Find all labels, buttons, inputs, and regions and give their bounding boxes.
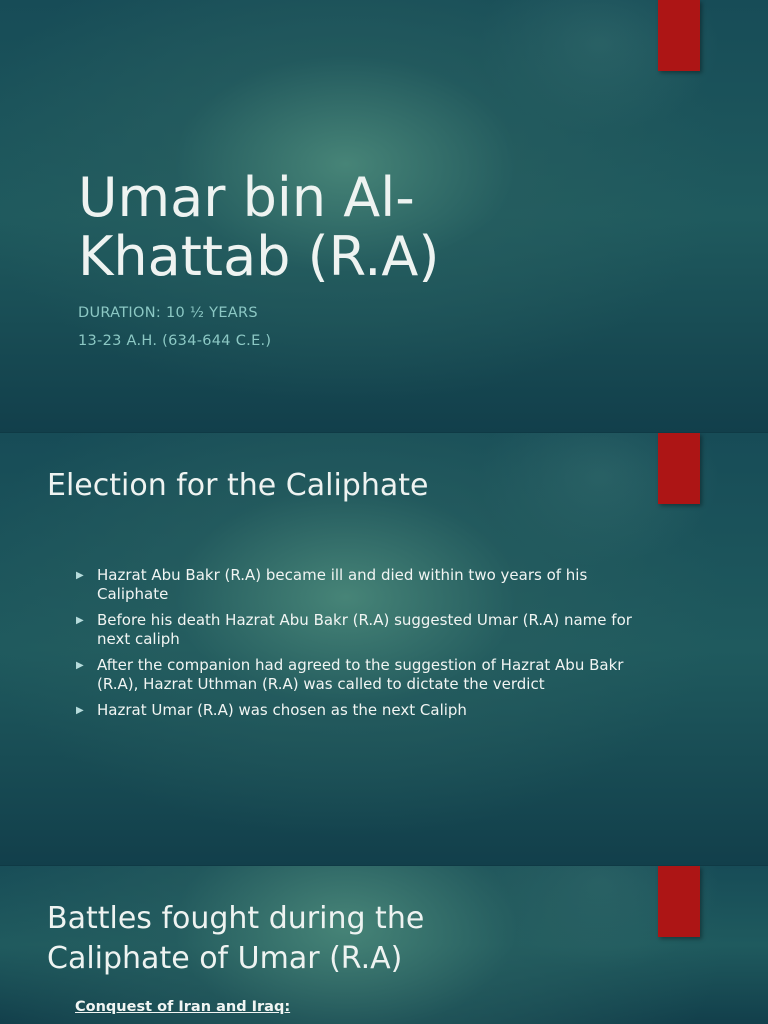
bullet-list	[76, 566, 636, 727]
list-item	[76, 611, 636, 649]
presentation-title: Umar bin Al-Khattab (R.A)	[78, 166, 440, 288]
list-item	[76, 656, 636, 694]
subtitle-dates: 13-23 A.H. (634-644 C.E.)	[78, 333, 272, 349]
triangle-right-icon: ▶	[76, 570, 84, 581]
red-accent-bar	[658, 433, 700, 504]
bullet-text: Hazrat Umar (R.A) was chosen as the next Caliph	[97, 701, 467, 719]
subtitle-duration: DURATION: 10 ½ YEARS	[78, 305, 258, 321]
triangle-right-icon: ▶	[76, 615, 84, 626]
slide-battles	[0, 866, 768, 1024]
list-item	[76, 566, 636, 604]
triangle-right-icon: ▶	[76, 705, 84, 716]
red-accent-bar	[658, 866, 700, 937]
slide-election	[0, 433, 768, 865]
section-label-conquest: Conquest of Iran and Iraq:	[75, 999, 291, 1015]
bullet-text: After the companion had agreed to the suggestion of Hazrat Abu Bakr (R.A), Hazrat Uthman (R.A) was called to dictate the verdict	[97, 656, 624, 693]
list-item	[76, 701, 636, 720]
slide-heading-battles: Battles fought during the Caliphate of Umar (R.A)	[47, 901, 425, 976]
bullet-text: Hazrat Abu Bakr (R.A) became ill and died within two years of his Caliphate	[97, 566, 588, 603]
slide-title	[0, 0, 768, 432]
triangle-right-icon: ▶	[76, 660, 84, 671]
red-accent-bar	[658, 0, 700, 71]
slide-heading-election: Election for the Caliphate	[47, 468, 429, 503]
bullet-text: Before his death Hazrat Abu Bakr (R.A) suggested Umar (R.A) name for next caliph	[97, 611, 632, 648]
